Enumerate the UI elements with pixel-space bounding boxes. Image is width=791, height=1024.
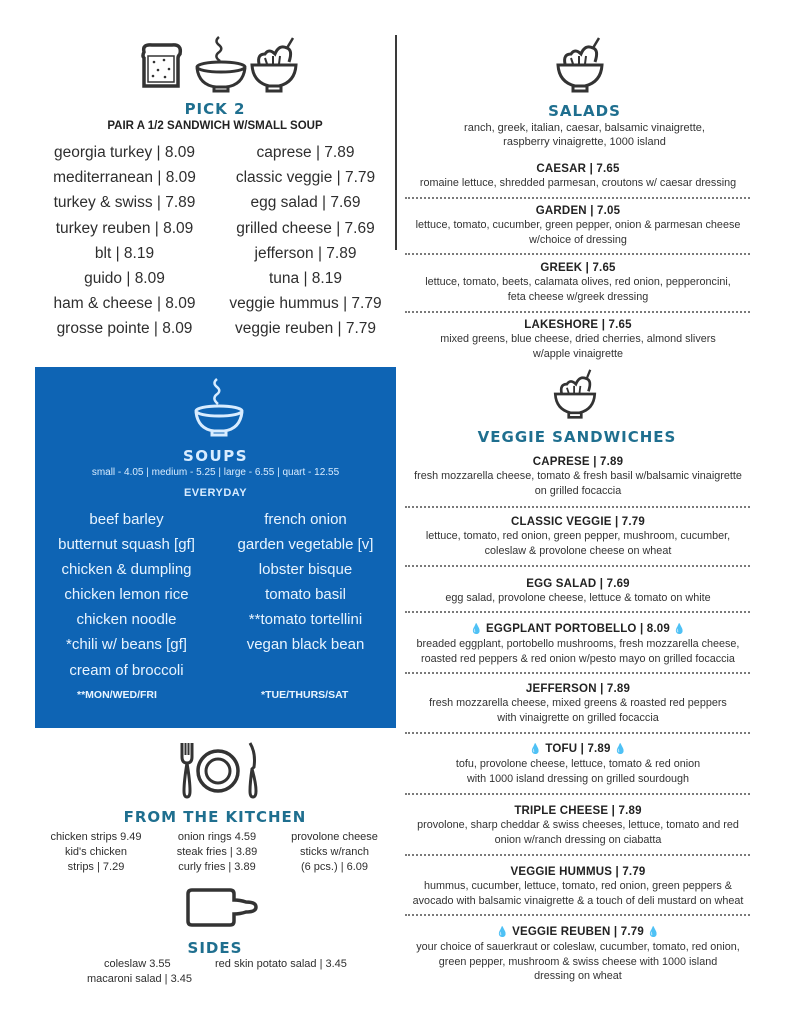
dressing-options — [402, 121, 767, 149]
list-item: chicken & dumpling — [61, 561, 192, 579]
kitchen-column-3 — [282, 830, 387, 876]
soup-list-right — [218, 507, 393, 658]
list-item: chicken strips 9.49 — [50, 831, 142, 843]
list-item: strips | 7.29 — [67, 861, 125, 874]
list-item: jefferson | 7.89 — [254, 244, 357, 262]
pick2-sandwich-list-right — [218, 140, 393, 342]
item-description: breaded eggplant, portobello mushrooms, fresh mozzarella cheese, — [416, 638, 740, 650]
soup-schedule-note-mwf: **MON/WED/FRI — [77, 689, 157, 701]
veggie-item-eggplant-portobello — [402, 622, 754, 666]
veggie-item-triple-cheese — [402, 804, 754, 847]
item-title-row — [402, 742, 754, 757]
veggie-item-caprese — [402, 455, 754, 498]
item-description: green pepper, mushroom & swiss cheese with 1000 island — [438, 955, 718, 968]
list-item: veggie hummus | 7.79 — [229, 295, 382, 313]
sides-heading: SIDES — [187, 939, 243, 957]
dotted-divider — [405, 197, 750, 199]
list-item: georgia turkey | 8.09 — [53, 144, 196, 161]
list-item: beef barley — [89, 511, 164, 528]
kitchen-heading: FROM THE KITCHEN — [123, 808, 307, 826]
item-description: romaine lettuce, shredded parmesan, croutons w/ caesar dressing — [419, 177, 737, 189]
dressing-options-line: raspberry vinaigrette, 1000 island — [503, 136, 666, 149]
item-title: CAESAR | 7.65 — [536, 163, 620, 175]
item-description: coleslaw & provolone cheese on wheat — [484, 544, 672, 557]
vegan-drop-icon: 💧 — [496, 927, 509, 938]
veggie-item-veggie-hummus — [402, 865, 754, 908]
item-description: roasted red peppers & red onion w/pesto mayo on grilled focaccia — [421, 652, 735, 665]
list-item: mediterranean | 8.09 — [53, 169, 196, 187]
vegan-drop-icon: 💧 — [529, 744, 542, 755]
list-item: turkey & swiss | 7.89 — [53, 194, 196, 212]
item-description: provolone, sharp cheddar & swiss cheeses, lettuce, tomato and red — [417, 819, 739, 831]
item-title: JEFFERSON | 7.89 — [525, 683, 631, 695]
dotted-divider — [405, 672, 750, 674]
item-description: with vinaigrette on grilled focaccia — [497, 711, 659, 724]
list-item: tomato basil — [265, 586, 346, 604]
list-item: turkey reuben | 8.09 — [55, 219, 194, 237]
dotted-divider — [405, 854, 750, 856]
list-item: lobster bisque — [258, 561, 353, 579]
salad-item-lakeshore — [402, 318, 754, 361]
plate-fork-knife-icon — [178, 741, 258, 801]
soup-list-left — [39, 507, 214, 683]
pick2-sandwich-list — [37, 140, 212, 342]
list-item: sticks w/ranch — [299, 846, 370, 859]
list-item: steak fries | 3.89 — [176, 846, 258, 859]
item-title: VEGGIE HUMMUS | 7.79 — [510, 866, 646, 878]
item-title: EGGPLANT PORTOBELLO | 8.09 — [486, 623, 670, 635]
item-title: GARDEN | 7.05 — [535, 205, 621, 217]
list-item: kid's chicken — [64, 846, 127, 859]
side-item-macaroni-salad: macaroni salad | 3.45 — [87, 973, 192, 985]
list-item: onion rings 4.59 — [177, 831, 257, 843]
soup-bowl-icon — [194, 35, 248, 93]
vegan-drop-icon: 💧 — [673, 624, 687, 635]
item-title: VEGGIE REUBEN | 7.79 — [512, 926, 644, 938]
dotted-divider — [405, 506, 750, 508]
item-description: lettuce, tomato, beets, calamata olives, red onion, pepperoncini, — [425, 276, 731, 288]
item-title: CLASSIC VEGGIE | 7.79 — [511, 516, 645, 528]
item-title: TOFU | 7.89 — [545, 743, 611, 755]
list-item: french onion — [264, 511, 347, 528]
item-description: on grilled focaccia — [534, 484, 622, 497]
veggie-item-classic-veggie — [402, 515, 754, 558]
item-description: with 1000 island dressing on grilled sourdough — [466, 772, 690, 785]
item-title: LAKESHORE | 7.65 — [524, 319, 632, 331]
list-item: guido | 8.09 — [84, 270, 165, 288]
list-item: garden vegetable [v] — [237, 536, 374, 554]
list-item: cream of broccoli — [69, 661, 184, 679]
dotted-divider — [405, 565, 750, 567]
salad-bowl-icon — [555, 36, 605, 94]
list-item: **tomato tortellini — [248, 611, 363, 629]
veggie-item-veggie-reuben — [402, 925, 754, 984]
veggie-item-egg-salad — [402, 577, 754, 606]
soups-panel — [35, 367, 396, 728]
pick2-heading: PICK 2 — [184, 100, 246, 118]
item-description: hummus, cucumber, lettuce, tomato, red onion, green peppers & — [424, 880, 732, 892]
salad-bowl-icon — [552, 368, 598, 420]
item-title-row — [402, 622, 754, 637]
everyday-label: EVERYDAY — [183, 487, 248, 499]
salad-item-greek — [402, 261, 754, 304]
list-item: grilled cheese | 7.69 — [236, 219, 375, 237]
list-item: egg salad | 7.69 — [250, 194, 361, 212]
list-item: veggie reuben | 7.79 — [234, 320, 377, 338]
list-item: grosse pointe | 8.09 — [56, 320, 193, 338]
list-item: vegan black bean — [246, 636, 365, 654]
list-item: butternut squash [gf] — [58, 536, 195, 554]
list-item: provolone cheese — [291, 831, 378, 843]
item-description: w/apple vinaigrette — [532, 347, 624, 360]
salad-bowl-icon — [249, 36, 299, 94]
cutting-board-icon — [186, 888, 260, 928]
soup-bowl-icon — [193, 377, 245, 437]
item-description: tofu, provolone cheese, lettuce, tomato & red onion — [455, 758, 701, 770]
salad-item-caesar — [402, 162, 754, 191]
column-divider — [395, 35, 397, 250]
veggie-sandwiches-heading: VEGGIE SANDWICHES — [477, 428, 677, 446]
dotted-divider — [405, 793, 750, 795]
item-title: EGG SALAD | 7.69 — [526, 578, 630, 590]
side-item-red-skin-potato-salad: red skin potato salad | 3.45 — [215, 958, 347, 970]
soup-size-prices: small - 4.05 | medium - 5.25 | large - 6.55 | quart - 12.55 — [91, 467, 340, 478]
item-description: fresh mozzarella cheese, tomato & fresh basil w/balsamic vinaigrette — [414, 470, 742, 482]
item-description: fresh mozzarella cheese, mixed greens & roasted red peppers — [429, 697, 727, 709]
dotted-divider — [405, 311, 750, 313]
item-title-row — [402, 925, 754, 940]
item-description: egg salad, provolone cheese, lettuce & tomato on white — [445, 592, 711, 604]
salads-heading: SALADS — [548, 102, 621, 120]
item-description: lettuce, tomato, red onion, green pepper, mushroom, cucumber, — [425, 530, 731, 542]
item-title: CAPRESE | 7.89 — [532, 456, 624, 468]
list-item: chicken lemon rice — [64, 586, 189, 604]
dotted-divider — [405, 611, 750, 613]
sandwich-icon — [136, 42, 186, 90]
salad-item-garden — [402, 204, 754, 247]
list-item: tuna | 8.19 — [269, 270, 342, 288]
item-description: mixed greens, blue cheese, dried cherries, almond slivers — [440, 333, 716, 345]
item-description: lettuce, tomato, cucumber, green pepper, onion & parmesan cheese — [415, 219, 741, 231]
veggie-item-jefferson — [402, 682, 754, 725]
side-item-coleslaw: coleslaw 3.55 — [104, 958, 171, 970]
dressing-options-line: ranch, greek, italian, caesar, balsamic vinaigrette, — [464, 122, 705, 134]
kitchen-column-1 — [40, 830, 152, 876]
soup-schedule-note-tts: *TUE/THURS/SAT — [261, 689, 349, 701]
item-title: GREEK | 7.65 — [540, 262, 616, 274]
dotted-divider — [405, 253, 750, 255]
item-title: TRIPLE CHEESE | 7.89 — [514, 805, 642, 817]
list-item: curly fries | 3.89 — [178, 861, 256, 874]
kitchen-column-2 — [165, 830, 269, 876]
veggie-item-tofu — [402, 742, 754, 786]
dotted-divider — [405, 914, 750, 916]
item-description: feta cheese w/greek dressing — [507, 290, 649, 303]
list-item: ham & cheese | 8.09 — [53, 295, 196, 313]
item-description: w/choice of dressing — [529, 233, 627, 246]
item-description: onion w/ranch dressing on ciabatta — [494, 833, 662, 846]
dotted-divider — [405, 732, 750, 734]
vegan-drop-icon: 💧 — [469, 624, 483, 635]
pick2-subheading: PAIR A 1/2 SANDWICH W/SMALL SOUP — [107, 120, 323, 132]
item-description: dressing on wheat — [534, 970, 622, 983]
list-item: classic veggie | 7.79 — [235, 169, 376, 187]
item-description: avocado with balsamic vinaigrette & a touch of deli mustard on wheat — [412, 894, 744, 907]
item-description: your choice of sauerkraut or coleslaw, cucumber, tomato, red onion, — [416, 941, 740, 953]
list-item: *chili w/ beans [gf] — [66, 636, 187, 654]
list-item: chicken noodle — [76, 611, 177, 629]
list-item: caprese | 7.89 — [256, 144, 355, 161]
list-item: (6 pcs.) | 6.09 — [300, 861, 369, 874]
vegan-drop-icon: 💧 — [647, 927, 660, 938]
soups-heading: SOUPS — [182, 447, 249, 465]
vegan-drop-icon: 💧 — [614, 744, 627, 755]
list-item: blt | 8.19 — [94, 244, 155, 262]
